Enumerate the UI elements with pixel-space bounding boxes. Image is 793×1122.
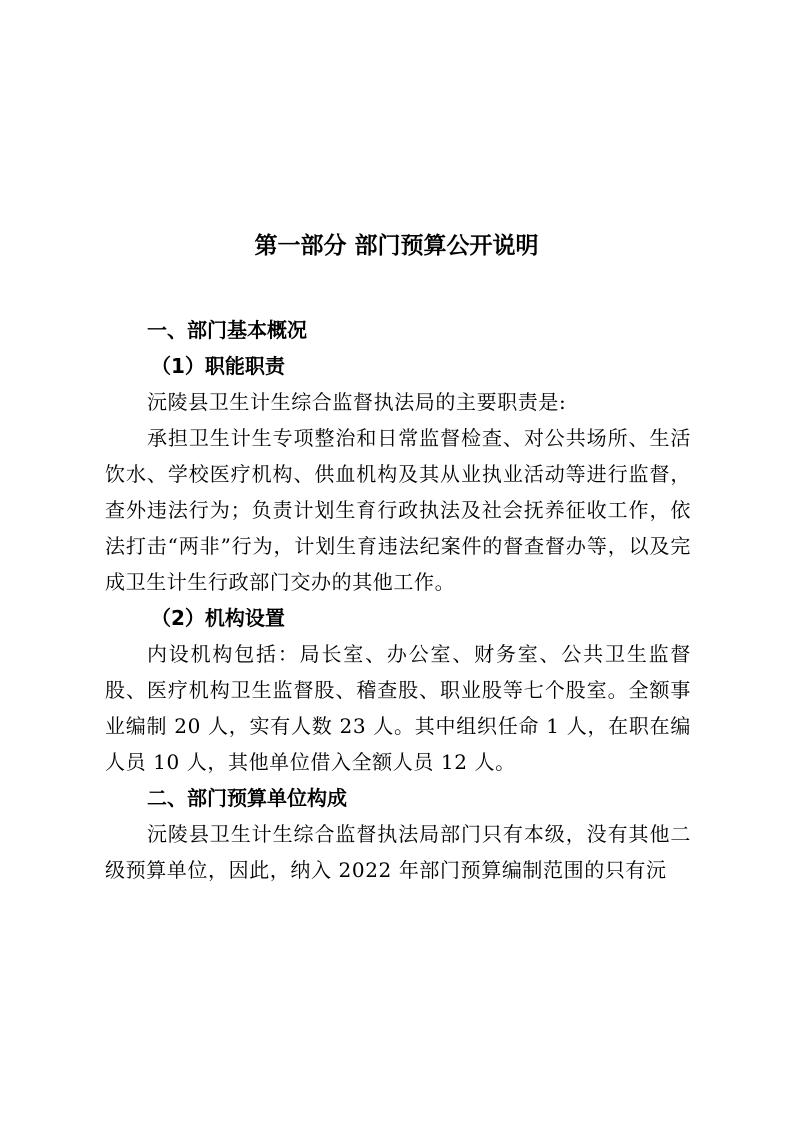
- section-heading: 一、部门基本概况: [147, 318, 307, 342]
- subsection-heading: （2）机构设置: [151, 606, 285, 630]
- paragraph: 承担卫生计生专项整治和日常监督检查、对公共场所、生活饮水、学校医疗机构、供血机构及其从业执业活动等进行监督，查外违法行为；负责计划生育行政执法及社会抚养征收工作，依法打击“两非”行为，计划生育违法纪案件的督查督办等，以及完成卫生计生行政部门交办的其他工作。: [105, 426, 691, 594]
- paragraph: 沅陵县卫生计生综合监督执法局部门只有本级，没有其他二级预算单位，因此，纳入 2022 年部门预算编制范围的只有沅: [105, 822, 691, 882]
- section-heading: 二、部门预算单位构成: [147, 786, 347, 810]
- section-basic-overview: [105, 312, 691, 780]
- subsection-heading: （1）职能职责: [151, 354, 285, 378]
- paragraph: 内设机构包括：局长室、办公室、财务室、公共卫生监督股、医疗机构卫生监督股、稽查股、职业股等七个股室。全额事业编制 20 人，实有人数 23 人。其中组织任命 1 人，在职在编人员 10 人，其他单位借入全额人员 12 人。: [105, 642, 691, 774]
- subsection-organization: [105, 600, 691, 780]
- paragraph: 沅陵县卫生计生综合监督执法局的主要职责是:: [147, 390, 567, 414]
- document-title: 第一部分 部门预算公开说明: [254, 233, 539, 259]
- subsection-duties: [105, 348, 691, 600]
- section-budget-units: [105, 780, 691, 888]
- document-body: [105, 312, 691, 888]
